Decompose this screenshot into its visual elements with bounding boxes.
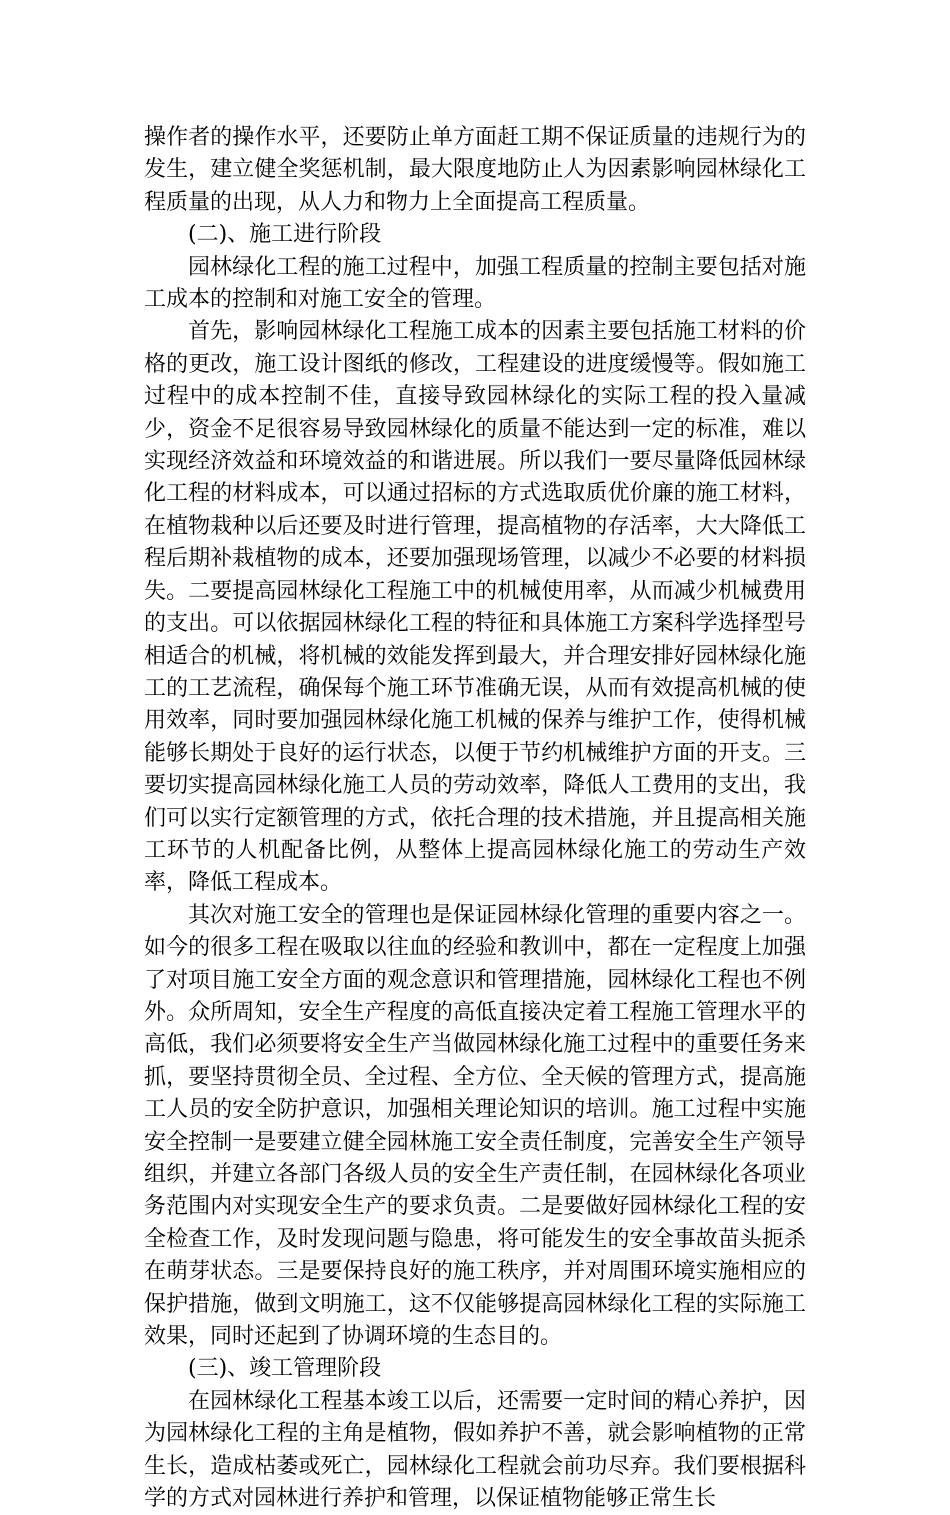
section-heading-completion-stage: (三)、竣工管理阶段 xyxy=(188,1356,382,1382)
paragraph-construction-intro: 园林绿化工程的施工过程中，加强工程质量的控制主要包括对施工成本的控制和对施工安全的管理。 xyxy=(144,254,806,313)
paragraph-cost-control: 首先，影响园林绿化工程施工成本的因素主要包括施工材料的价格的更改，施工设计图纸的修改，工程建设的进度缓慢等。假如施工过程中的成本控制不佳，直接导致园林绿化的实际工程的投入量减少，资金不足很容易导致园林绿化的质量不能达到一定的标准，难以实现经济效益和环境效益的和谐进展。所以我们一要尽量降低园林绿化工程的材料成本，可以通过招标的方式选取质优价廉的施工材料，在植物栽种以后还要及时进行管理，提高植物的存活率，大大降低工程后期补栽植物的成本，还要加强现场管理，以减少不必要的材料损失。二要提高园林绿化工程施工中的机械使用率，从而减少机械费用的支出。可以依据园林绿化工程的特征和具体施工方案科学选择型号相适合的机械，将机械的效能发挥到最大，并合理安排好园林绿化施工的工艺流程，确保每个施工环节准确无误，从而有效提高机械的使用效率，同时要加强园林绿化施工机械的保养与维护工作，使得机械能够长期处于良好的运行状态，以便于节约机械维护方面的开支。三要切实提高园林绿化施工人员的劳动效率，降低人工费用的支出，我们可以实行定额管理的方式，依托合理的技术措施，并且提高相关施工环节的人机配备比例，从整体上提高园林绿化施工的劳动生产效率，降低工程成本。 xyxy=(144,319,806,896)
paragraph-maintenance: 在园林绿化工程基本竣工以后，还需要一定时间的精心养护，因为园林绿化工程的主角是植物，假如养护不善，就会影响植物的正常生长，造成枯萎或死亡，园林绿化工程就会前功尽弃。我们要根据科学的方式对园林进行养护和管理，以保证植物能够正常生长 xyxy=(144,1388,806,1512)
document-body xyxy=(144,122,806,1515)
paragraph-safety-management: 其次对施工安全的管理也是保证园林绿化管理的重要内容之一。如今的很多工程在吸取以往血的经验和教训中，都在一定程度上加强了对项目施工安全方面的观念意识和管理措施，园林绿化工程也不例外。众所周知，安全生产程度的高低直接决定着工程施工管理水平的高低，我们必须要将安全生产当做园林绿化施工过程中的重要任务来抓，要坚持贯彻全员、全过程、全方位、全天候的管理方式，提高施工人员的安全防护意识，加强相关理论知识的培训。施工过程中实施安全控制一是要建立健全园林施工安全责任制度，完善安全生产领导组织，并建立各部门各级人员的安全生产责任制，在园林绿化各项业务范围内对实现安全生产的要求负责。二是要做好园林绿化工程的安全检查工作，及时发现问题与隐患，将可能发生的安全事故苗头扼杀在萌芽状态。三是要保持良好的施工秩序，并对周围环境实施相应的保护措施，做到文明施工，这不仅能够提高园林绿化工程的实际施工效果，同时还起到了协调环境的生态目的。 xyxy=(144,902,806,1350)
paragraph-continuation: 操作者的操作水平，还要防止单方面赶工期不保证质量的违规行为的发生，建立健全奖惩机制，最大限度地防止人为因素影响园林绿化工程质量的出现，从人力和物力上全面提高工程质量。 xyxy=(144,125,806,215)
section-heading-construction-stage: (二)、施工进行阶段 xyxy=(188,222,382,248)
